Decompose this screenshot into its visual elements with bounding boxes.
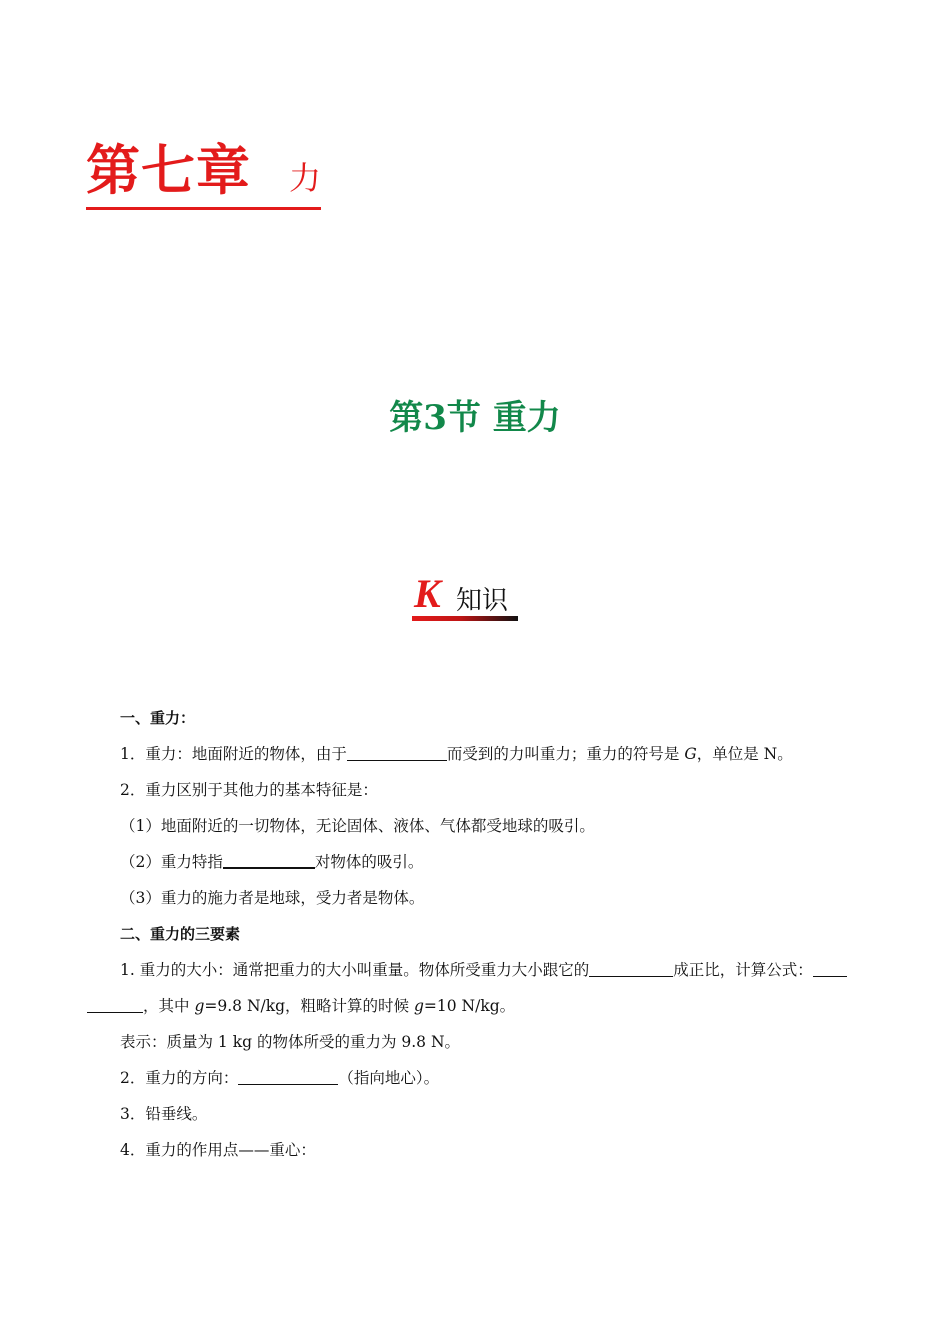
- paragraph-10: 3．铅垂线。: [120, 1105, 208, 1123]
- paragraph-5: （3）重力的施力者是地球，受力者是物体。: [120, 889, 425, 907]
- paragraph-8: 表示：质量为 1 kg 的物体所受的重力为 9.8 N。: [120, 1033, 461, 1051]
- heading-gravity: 一、重力：: [120, 709, 196, 727]
- badge-underline: [412, 616, 518, 621]
- content-body: [120, 700, 880, 1168]
- chapter-title: 第七章: [86, 138, 251, 202]
- paragraph-7: ，其中 g=9.8 N/kg，粗略计算的时候 g=10 N/kg。: [87, 988, 880, 1024]
- fill-blank-1[interactable]: [347, 744, 447, 761]
- paragraph-2: 2．重力区别于其他力的基本特征是：: [120, 781, 378, 799]
- fill-blank-5[interactable]: [238, 1068, 338, 1085]
- fill-blank-4b[interactable]: [87, 996, 143, 1013]
- paragraph-11: 4．重力的作用点——重心：: [120, 1141, 316, 1159]
- knowledge-k-letter: K: [414, 571, 441, 616]
- fill-blank-2[interactable]: [223, 851, 315, 869]
- chapter-subtitle: 力: [289, 159, 322, 197]
- section-title: 第3节 重力: [389, 398, 561, 438]
- paragraph-6: 1. 重力的大小：通常把重力的大小叫重量。物体所受重力大小跟它的 成正比，计算公式：: [120, 952, 880, 988]
- knowledge-label: 知识: [456, 586, 509, 616]
- fill-blank-3[interactable]: [589, 960, 673, 977]
- chapter-heading: [86, 128, 321, 210]
- paragraph-1: 1．重力：地面附近的物体，由于 而受到的力叫重力；重力的符号是 G，单位是 N。: [120, 745, 793, 763]
- paragraph-4: （2）重力特指 对物体的吸引。: [120, 853, 424, 871]
- paragraph-9: 2．重力的方向： （指向地心）。: [120, 1069, 440, 1087]
- knowledge-badge: [412, 570, 520, 622]
- paragraph-3: （1）地面附近的一切物体，无论固体、液体、气体都受地球的吸引。: [120, 817, 595, 835]
- fill-blank-4a[interactable]: [813, 960, 847, 977]
- heading-three-elements: 二、重力的三要素: [120, 925, 241, 943]
